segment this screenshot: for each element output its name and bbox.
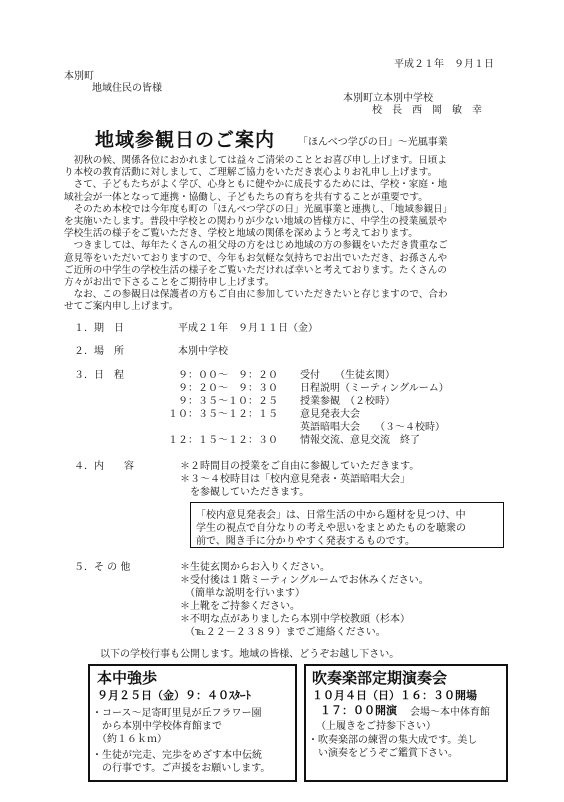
content-line: ＊３～４校時目は「校内意見発表・英語暗唱大会」 bbox=[180, 474, 410, 485]
addressee-town: 本別町 bbox=[64, 71, 94, 82]
body-line: 学校生活の様子をご覧いただき、学校と地域の関係を深めようと考えております。 bbox=[64, 228, 418, 240]
other-label: ５．そ の 他 bbox=[74, 562, 131, 573]
body-text bbox=[64, 155, 504, 314]
content-line: を参観していただきます。 bbox=[180, 487, 310, 498]
event-start: １７：００開演 bbox=[320, 704, 397, 717]
schedule-item: 受付 （生徒玄関） bbox=[300, 370, 395, 381]
other-line: （簡単な説明を行います） bbox=[180, 588, 305, 599]
event-box-walk bbox=[88, 664, 297, 782]
body-line: 意見等をいただいておりますので、今年もお気軽な気持ちでお出でいただき、お孫さんや bbox=[64, 252, 448, 264]
sender-principal: 校 長 西 岡 敏 幸 bbox=[372, 105, 482, 116]
event-line: から本別中学校体育館まで bbox=[92, 721, 222, 732]
place-label: ２．場 所 bbox=[74, 346, 124, 357]
other-line: ＊受付後は１階ミーティングルームでお休みください。 bbox=[180, 575, 429, 586]
other-line: （℡２２－２３８９）までご連絡ください。 bbox=[180, 627, 386, 638]
page-title: 地域参観日のご案内 bbox=[95, 129, 276, 151]
schedule-item: 英語暗唱大会 （３～４校時） bbox=[300, 422, 445, 433]
body-line: せてご案内申し上げます。 bbox=[64, 301, 179, 313]
event-line: ・吹奏楽部の練習の集大成です。美し bbox=[308, 735, 478, 746]
schedule-time: ９：３５～１０：２５ bbox=[178, 396, 278, 407]
other-line: ＊上靴をご持参ください。 bbox=[180, 601, 300, 612]
place-value: 本別中学校 bbox=[178, 346, 228, 357]
schedule-item: 意見発表大会 bbox=[300, 409, 360, 420]
schedule-item: 日程説明（ミーティングルーム） bbox=[300, 383, 449, 394]
schedule-time: １２：１５～１２：３０ bbox=[168, 435, 278, 446]
event-date: １０月４日（日）１６：３０開場 bbox=[312, 689, 477, 702]
event-line: ・コース～足寄町里見が丘フラワー園 bbox=[92, 708, 262, 719]
page-subtitle: 「ほんべつ学びの日」～光風事業 bbox=[298, 137, 448, 148]
body-line: 初秋の候、関係各位におかれましては益々ご清栄のこととお喜び申し上げます。日頃よ bbox=[64, 155, 447, 166]
footer-intro: 以下の学校行事も公開します。地域の皆様、どうぞお越し下さい。 bbox=[100, 649, 400, 660]
schedule-time: ９：００～ ９：２０ bbox=[178, 370, 278, 381]
body-line: 方々がお出で下さることをご期待申し上げます。 bbox=[64, 277, 275, 289]
note-line: 「校内意見発表会」は、日常生活の中から題材を見つけ、中 bbox=[196, 510, 466, 521]
other-line: ＊不明な点がありましたら本別中学校教頭（杉本） bbox=[180, 614, 410, 625]
schedule-item: 情報交流、意見交流 終了 bbox=[300, 435, 420, 446]
schedule-label: ３．日 程 bbox=[74, 370, 124, 381]
body-line: つきましては、毎年たくさんの祖父母の方をはじめ地域の方の参観をいただき貴重なご bbox=[64, 240, 448, 252]
content-line: ＊２時間目の授業をご自由に参観していただきます。 bbox=[180, 461, 420, 472]
schedule-item: 授業参観 （２校時） bbox=[300, 396, 395, 407]
body-line: さて、子どもたちがよく学び、心身ともに健やかに成長するためには、学校・家庭・地 bbox=[64, 179, 448, 191]
event-line: い演奏をどうぞご鑑賞下さい。 bbox=[308, 748, 458, 759]
body-line: を実施いたします。普段中学校との関わりが少ない地域の皆様方に、中学生の授業風景や bbox=[64, 216, 447, 228]
event-line: （上履きをご持参下さい） bbox=[316, 721, 436, 732]
body-line: ご近所の中学生の学校生活の様子をご覧いただければ幸いと考えております。たくさんの bbox=[64, 264, 447, 276]
sender-school: 本別町立本別中学校 bbox=[343, 93, 433, 104]
other-line: ＊生徒玄関からお入りください。 bbox=[180, 562, 330, 573]
addressee-residents: 地域住民の皆様 bbox=[92, 83, 162, 94]
event-line: の行事です。ご声援をお願いします。 bbox=[92, 763, 271, 774]
date-value: 平成２１年 ９月１１日（金） bbox=[178, 323, 318, 334]
body-line: そのため本校では今年度も町の「ほんべつ学びの日」光風事業と連携し、「地域参観日」 bbox=[64, 203, 453, 215]
event-line: ・生徒が完走、完歩をめざす本中伝統 bbox=[92, 750, 262, 761]
event-box-concert bbox=[304, 664, 508, 782]
body-line: 域社会が一体となって連携・協働し、子どもたちの育ちを共有することが重要です。 bbox=[64, 191, 428, 203]
event-title: 本中強歩 bbox=[97, 669, 158, 687]
letter-date: 平成２１年 ９月１日 bbox=[394, 59, 494, 70]
event-venue: 会場～本中体育館 bbox=[410, 707, 490, 718]
date-label: １．期 日 bbox=[74, 323, 124, 334]
body-line: なお、この参観日は保護者の方もご自由に参加していただきたいと存じますので、合わ bbox=[64, 289, 448, 301]
note-box bbox=[190, 502, 504, 548]
event-date: ９月２５日（金）９：４０ｽﾀｰﾄ bbox=[97, 689, 251, 702]
note-line: 前で、聞き手に分かりやすく発表するものです。 bbox=[196, 536, 415, 547]
event-line: （約１６ｋｍ） bbox=[92, 734, 167, 745]
schedule-time: ９：２０～ ９：３０ bbox=[178, 383, 278, 394]
schedule-time: １０：３５～１２：１５ bbox=[168, 409, 278, 420]
note-line: 学生の視点で自分なりの考えや思いをまとめたものを聴衆の bbox=[196, 523, 466, 534]
event-title: 吹奏楽部定期演奏会 bbox=[312, 669, 448, 687]
body-line: り本校の教育活動に対しまして、ご理解ご協力をいただき衷心よりお礼申し上げます。 bbox=[64, 167, 438, 179]
content-label: ４．内 容 bbox=[74, 461, 134, 472]
